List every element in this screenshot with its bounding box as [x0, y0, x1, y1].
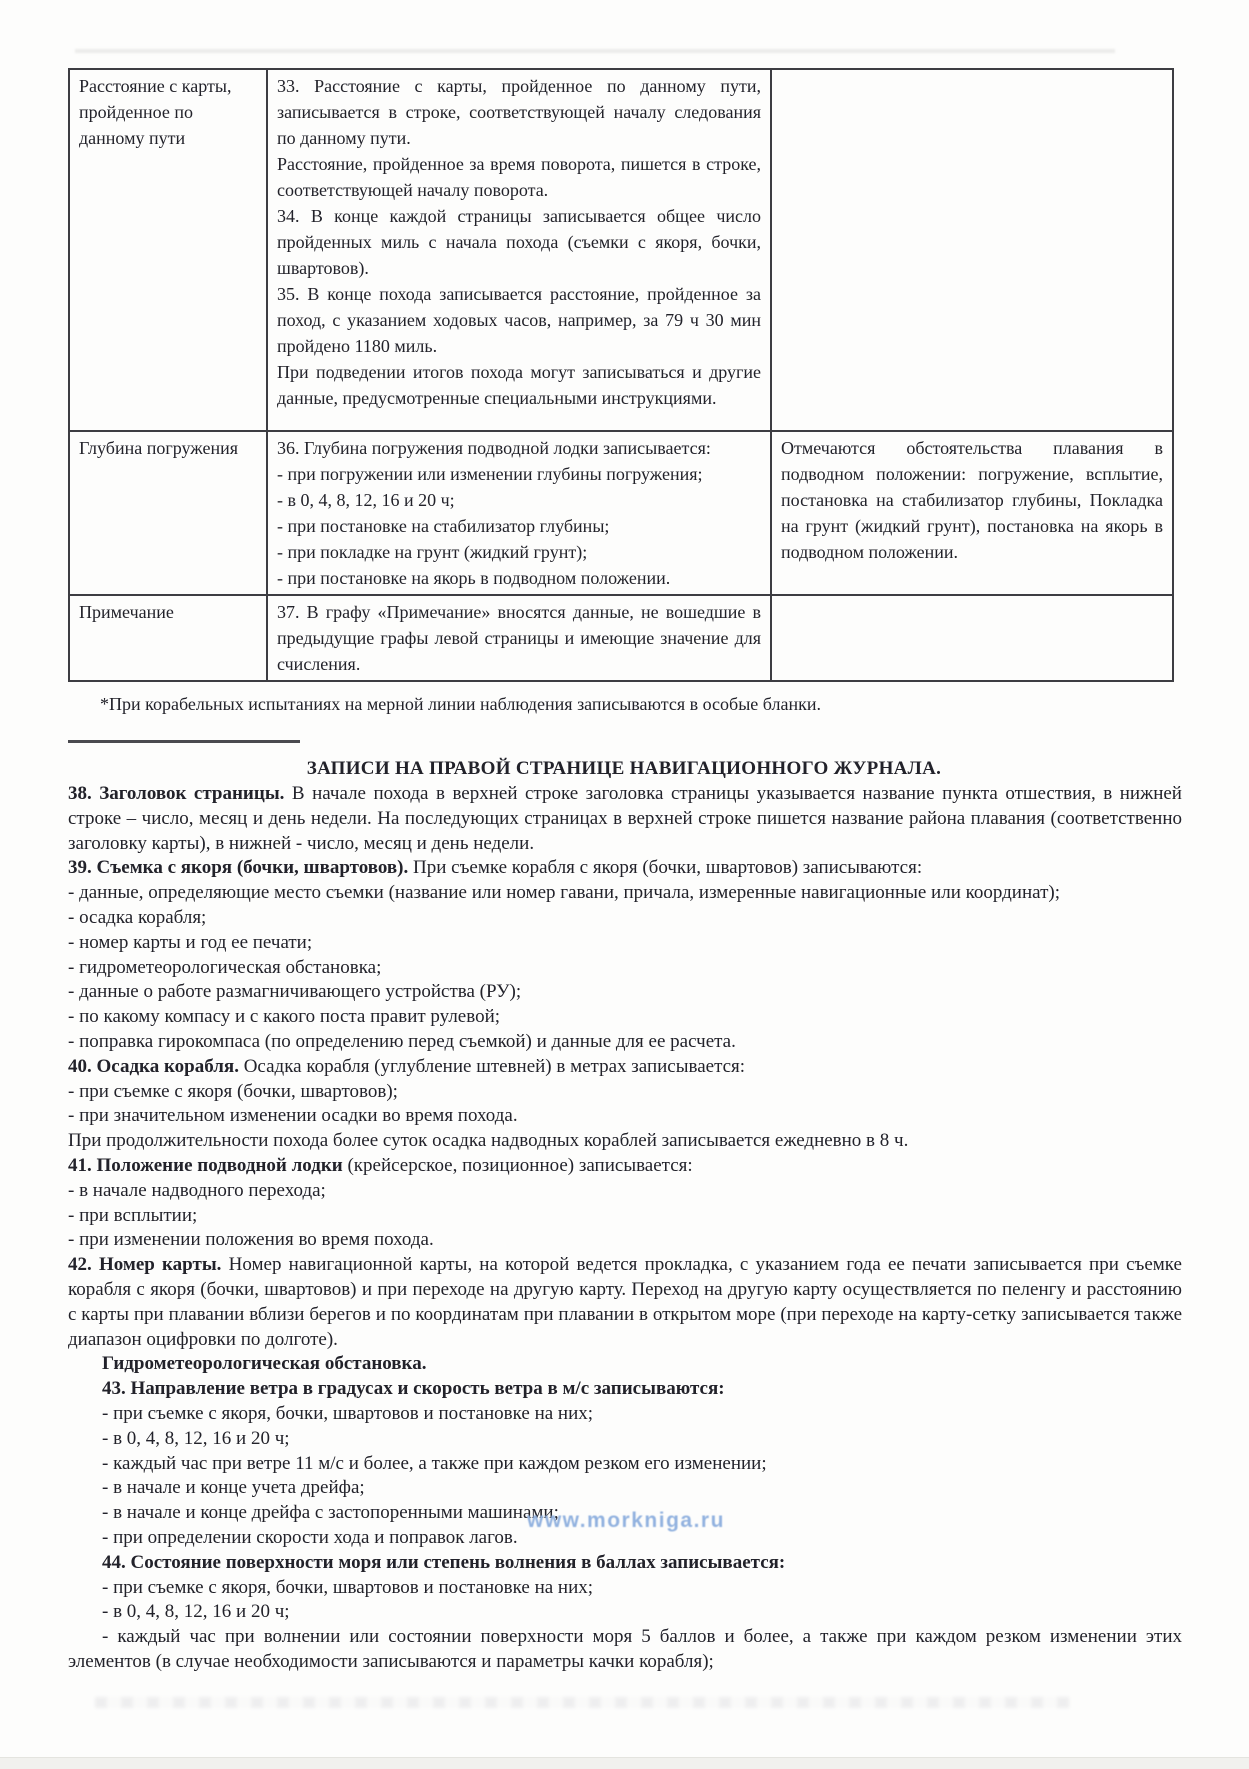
term-cell: Расстояние с карты, пройденное по данному пути — [69, 69, 267, 431]
paragraph-lead: 43. Направление ветра в градусах и скорость ветра в м/с записываются: — [102, 1378, 725, 1400]
table-row — [69, 431, 1173, 595]
rule-paragraph: - при постановке на стабилизатор глубины; — [277, 516, 610, 536]
paragraph: - осадка корабля; — [68, 906, 207, 928]
paragraph: 41. Положение подводной лодки (крейсерское, позиционное) записывается: — [68, 1154, 693, 1176]
paragraph: - номер карты и год ее печати; — [68, 931, 313, 953]
paragraph-lead: 44. Состояние поверхности моря или степень волнения в баллах записывается: — [102, 1551, 786, 1573]
paragraph: 38. Заголовок страницы. В начале похода в верхней строке заголовка страницы указывается название пункта отшествия, в нижней строке – число, месяц и день недели. На последующих страницах в верхней строке пишется название района плавания (соответственно заголовку карты), в нижней - число, месяц и день недели. — [68, 783, 1182, 854]
paragraph-lead: 39. Съемка с якоря (бочки, швартовов). — [68, 857, 409, 879]
paragraph: 40. Осадка корабля. Осадка корабля (углубление штевней) в метрах записывается: — [68, 1055, 746, 1077]
term-cell: Примечание — [69, 595, 267, 681]
paragraph: - в 0, 4, 8, 12, 16 и 20 ч; — [102, 1427, 290, 1449]
rules-cell — [267, 595, 771, 681]
table-row — [69, 595, 1173, 681]
notes-cell — [771, 69, 1173, 431]
paragraph: - в 0, 4, 8, 12, 16 и 20 ч; — [102, 1601, 290, 1623]
paragraph: - при съемке с якоря (бочки, швартовов); — [68, 1080, 398, 1102]
scan-artifact-top — [75, 49, 1115, 53]
rule-paragraph: При подведении итогов похода могут записываться и другие данные, предусмотренные специальными инструкциями. — [277, 362, 761, 408]
notes-cell — [771, 431, 1173, 595]
rules-cell — [267, 431, 771, 595]
paragraph: При продолжительности похода более суток осадка надводных кораблей записывается ежедневно в 8 ч. — [68, 1130, 909, 1152]
paragraph-lead: 38. Заголовок страницы. — [68, 783, 285, 804]
rule-paragraph: - при покладке на грунт (жидкий грунт); — [277, 542, 588, 562]
paragraph: - данные, определяющие место съемки (название или номер гавани, причала, измеренные навигационные или координат); — [68, 882, 1060, 904]
footnote-separator-rule — [68, 740, 300, 743]
section-heading: ЗАПИСИ НА ПРАВОЙ СТРАНИЦЕ НАВИГАЦИОННОГО ЖУРНАЛА. — [306, 758, 942, 779]
paragraph: - при изменении положения во время похода. — [68, 1229, 434, 1251]
paragraph-lead: 42. Номер карты. — [68, 1254, 222, 1276]
rule-paragraph: 36. Глубина погружения подводной лодки записывается: — [277, 438, 711, 458]
paragraph-lead: Гидрометеорологическая обстановка. — [102, 1353, 427, 1375]
paragraph: - в начале и конце дрейфа с застопоренными машинами; — [102, 1502, 559, 1524]
footnote: *При корабельных испытаниях на мерной линии наблюдения записываются в особые бланки. — [100, 694, 821, 714]
paragraph: - при съемке с якоря, бочки, швартовов и постановке на них; — [102, 1576, 594, 1598]
paragraph: - поправка гирокомпаса (по определению перед съемкой) и данные для ее расчета. — [68, 1030, 736, 1052]
paragraph: - в начале надводного перехода; — [68, 1179, 326, 1201]
rule-paragraph: 33. Расстояние с карты, пройденное по данному пути, записывается в строке, соответствующей началу следования по данному пути. — [277, 76, 761, 148]
rule-paragraph: - при постановке на якорь в подводном положении. — [277, 568, 671, 588]
rule-paragraph: Расстояние, пройденное за время поворота, пишется в строке, соответствующей началу поворота. — [277, 154, 761, 200]
paragraph: - в начале и конце учета дрейфа; — [102, 1477, 365, 1499]
rule-paragraph: 35. В конце похода записывается расстояние, пройденное за поход, с указанием ходовых часов, например, за 79 ч 30 мин пройдено 1180 миль. — [277, 284, 761, 356]
paragraph: - при съемке с якоря, бочки, швартовов и постановке на них; — [102, 1402, 594, 1424]
paragraph — [68, 1377, 1182, 1402]
watermark-text: www.morkniga.ru — [527, 1509, 725, 1532]
rule-paragraph: - в 0, 4, 8, 12, 16 и 20 ч; — [277, 490, 455, 510]
rules-cell — [267, 69, 771, 431]
paragraph: - каждый час при волнении или состоянии поверхности моря 5 баллов и более, а также при каждом резком изменении этих элементов (в случае необходимости записываются и параметры качки корабля); — [68, 1626, 1182, 1672]
scan-bleedthrough-artifact — [95, 1697, 1070, 1708]
paragraph — [68, 1551, 1182, 1576]
journal-rules-table — [68, 68, 1174, 682]
paragraph — [68, 1352, 1182, 1377]
paragraph: - при всплытии; — [68, 1204, 198, 1226]
paragraph: - при определении скорости хода и поправок лагов. — [102, 1526, 518, 1548]
journal-rules-table-body — [69, 69, 1173, 681]
paragraph: - при значительном изменении осадки во время похода. — [68, 1105, 518, 1127]
paragraph: - данные о работе размагничивающего устройства (РУ); — [68, 981, 522, 1003]
paragraph: 42. Номер карты. Номер навигационной карты, на которой ведется прокладка, с указанием года ее печати записывается при съемке корабля с якоря (бочки, швартовов) и при переходе на другую карту. Переход на другую карту осуществляется по пеленгу и расстоянию с карты при плавании вблизи берегов и по координатам при плавании в открытом море (при переходе на карту-сетку записывается также диапазон оцифровки по долготе). — [68, 1254, 1182, 1350]
paragraph-lead: 40. Осадка корабля. — [68, 1055, 239, 1077]
rule-paragraph: 34. В конце каждой страницы записывается общее число пройденных миль с начала похода (съемки с якоря, бочки, швартовов). — [277, 206, 761, 278]
paragraph: - по какому компасу и с какого поста правит рулевой; — [68, 1006, 501, 1028]
term-cell: Глубина погружения — [69, 431, 267, 595]
note-paragraph: Отмечаются обстоятельства плавания в подводном положении: погружение, всплытие, постановка на стабилизатор глубины, Покладка на грунт (жидкий грунт), постановка на якорь в подводном положении. — [781, 438, 1163, 562]
notes-cell — [771, 595, 1173, 681]
rule-paragraph: - при погружении или изменении глубины погружения; — [277, 464, 703, 484]
paragraph-lead: 41. Положение подводной лодки — [68, 1154, 343, 1176]
scan-edge-bottom — [0, 1757, 1249, 1769]
paragraph: - гидрометеорологическая обстановка; — [68, 956, 382, 978]
paragraph: 39. Съемка с якоря (бочки, швартовов). При съемке корабля с якоря (бочки, швартовов) записываются: — [68, 857, 923, 879]
paragraph: - каждый час при ветре 11 м/с и более, а также при каждом резком его изменении; — [102, 1452, 767, 1474]
rule-paragraph: 37. В графу «Примечание» вносятся данные, не вошедшие в предыдущие графы левой страницы и имеющие значение для счисления. — [277, 602, 761, 674]
body-paragraphs — [68, 782, 1182, 1675]
table-row — [69, 69, 1173, 431]
